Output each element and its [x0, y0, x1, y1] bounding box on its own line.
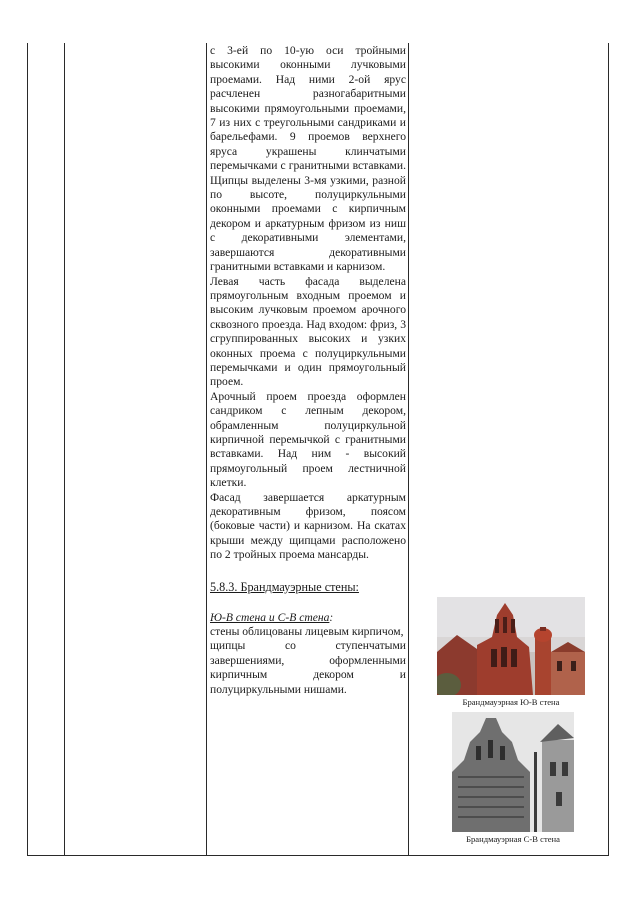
paragraph-facade-finish: Фасад завершается аркатурным декоративным фризом, поясом (боковые части) и карнизом. На скатах крыши между щипцами расположено по 2 тройных проема мансарды.	[210, 490, 406, 562]
photo-ne-wall-image	[452, 712, 574, 832]
gables-description: щипцы со ступенчатыми завершениями, оформленными кирпичным декором и полуциркульными нишами.	[210, 639, 406, 696]
table-divider-2	[206, 43, 207, 855]
photo-se-wall-caption: Брандмауэрная Ю-В стена	[462, 697, 560, 707]
table-border-left	[27, 43, 28, 855]
section-heading: 5.8.3. Брандмауэрные стены:	[210, 579, 359, 594]
walls-label	[210, 611, 406, 625]
paragraph-facade-windows: с 3-ей по 10-ую оси тройными высокими оконными лучковыми проемами. Над ними 2-ой ярус расчленен разногабаритными высокими прямоугольными проемами, 7 из них с треугольными сандриками и барельефами. 9 проемов верхнего яруса украшены клинчатыми перемычками с гранитными вставками. Щипцы выделены 3-мя узкими, разной по высоте, полуциркульными оконными проемами с кирпичным декором и аркатурным фризом из ниш с декоративными элементами, завершаются декоративными гранитными вставками и карнизом.	[210, 44, 406, 274]
photo-se-wall-image	[437, 597, 585, 695]
walls-label-colon: :	[329, 610, 334, 624]
table-border-right	[608, 43, 609, 855]
photo-ne-wall	[452, 712, 574, 832]
walls-label-text: Ю-В стена и С-В стена	[210, 610, 330, 624]
table-divider-3	[408, 43, 409, 855]
table-bottom-border	[27, 855, 609, 856]
paragraph-left-part: Левая часть фасада выделена прямоугольным входным проемом и высоким лучковым проемом арочного сквозного проезда. Над входом: фриз, 3 сгруппированных высоких и узких оконных проема с полуциркульными перемычками и один прямоугольный проем.	[210, 274, 406, 389]
photo-ne-wall-caption: Брандмауэрная С-В стена	[466, 834, 560, 844]
table-divider-1	[64, 43, 65, 855]
photo-se-wall	[437, 597, 585, 695]
paragraph-arch-opening: Арочный проем проезда оформлен сандриком с лепным декором, обрамленным полуциркульной кирпичной перемычкой с гранитными вставками. Над ним - высокий прямоугольный проем лестничной клетки.	[210, 389, 406, 490]
walls-description: стены облицованы лицевым кирпичом,	[210, 625, 404, 639]
description-column	[210, 44, 406, 697]
